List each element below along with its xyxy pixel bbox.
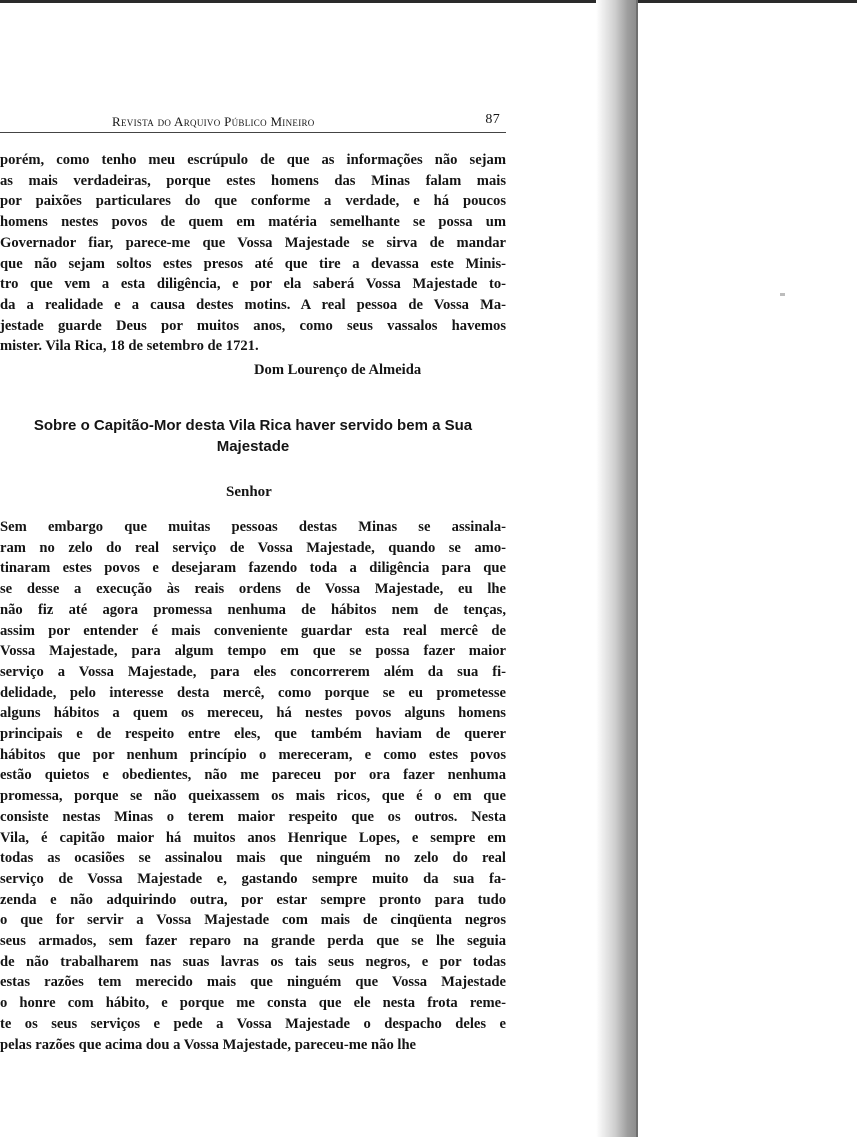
text-line: promessa, porque se não queixassem os mais ricos, que é o em que bbox=[0, 788, 506, 805]
text-line: Vossa Majestade, para algum tempo em que se possa fazer maior bbox=[0, 643, 506, 660]
text-line: principais e de respeito entre eles, que também haviam de querer bbox=[0, 726, 506, 743]
salutation: Senhor bbox=[226, 484, 272, 500]
text-line: todas as ocasiões se assinalou mais que ninguém no zelo do real bbox=[0, 850, 506, 867]
text-line: tinaram estes povos e desejaram fazendo toda a diligência para que bbox=[0, 560, 506, 577]
text-line: seus armados, sem fazer reparo na grande perda que se lhe seguia bbox=[0, 933, 506, 950]
text-line: alguns hábitos a quem os mereceu, há nestes povos alguns homens bbox=[0, 705, 506, 722]
text-line: o honre com hábito, e porque me consta que ele nesta frota reme- bbox=[0, 995, 506, 1012]
text-line: estão quietos e obedientes, não me pareceu por ora fazer nenhuma bbox=[0, 767, 506, 784]
text-line: as mais verdadeiras, porque estes homens das Minas falam mais bbox=[0, 172, 506, 189]
text-line: da a realidade e a causa destes motins. A real pessoa de Vossa Ma- bbox=[0, 296, 506, 313]
text-line: o que for servir a Vossa Majestade com mais de cinqüenta negros bbox=[0, 912, 506, 929]
page-gutter-line bbox=[636, 0, 638, 1137]
running-title: Revista do Arquivo Público Mineiro bbox=[112, 114, 315, 129]
page-number: 87 bbox=[485, 112, 500, 127]
text-line: de não trabalharem nas suas lavras os tais seus negros, e por todas bbox=[0, 953, 506, 970]
text-line: que não sejam soltos estes presos até que tire a devassa este Minis- bbox=[0, 255, 506, 272]
scan-speck bbox=[780, 293, 785, 296]
text-line: porém, como tenho meu escrúpulo de que as informações não sejam bbox=[0, 152, 506, 168]
section-title-line-2: Majestade bbox=[216, 438, 290, 455]
text-line: delidade, pelo interesse desta mercê, como porque se eu prometesse bbox=[0, 684, 506, 701]
text-line: hábitos que por nenhum princípio o mereceram, e como estes povos bbox=[0, 746, 506, 763]
text-line: assim por entender é mais conveniente guardar esta real mercê de bbox=[0, 622, 506, 639]
text-line: ram no zelo do real serviço de Vossa Majestade, quando se amo- bbox=[0, 539, 506, 556]
running-header bbox=[0, 112, 506, 134]
text-line: homens nestes povos de quem em matéria semelhante se possa um bbox=[0, 214, 506, 231]
text-line: não fiz até agora promessa nenhuma de hábitos nem de tenças, bbox=[0, 601, 506, 618]
text-line: Sem embargo que muitas pessoas destas Minas se assinala- bbox=[0, 519, 506, 535]
text-line: serviço de Vossa Majestade e, gastando sempre muito da sua fa- bbox=[0, 870, 506, 887]
text-line: zenda e não adquirindo outra, por estar sempre pronto para tudo bbox=[0, 891, 506, 908]
letter-2-paragraph bbox=[0, 517, 506, 1055]
text-line: Vila, é capitão maior há muitos anos Henrique Lopes, e sempre em bbox=[0, 829, 506, 846]
signature: Dom Lourenço de Almeida bbox=[254, 362, 422, 378]
text-line: pelas razões que acima dou a Vossa Majestade, pareceu-me não lhe bbox=[0, 1036, 417, 1053]
text-line: tro que vem a esta diligência, e por ela saberá Vossa Majestade to- bbox=[0, 276, 506, 293]
text-line: jestade guarde Deus por muitos anos, como seus vassalos havemos bbox=[0, 317, 506, 334]
letter-2-body bbox=[0, 517, 506, 1055]
text-line: estas razões tem merecido mais que ninguém que Vossa Majestade bbox=[0, 974, 506, 991]
header-rule bbox=[0, 132, 506, 133]
top-edge-rule bbox=[0, 0, 857, 3]
page-gutter-shadow bbox=[596, 0, 638, 1137]
text-line: mister. Vila Rica, 18 de setembro de 1721. bbox=[0, 338, 259, 355]
section-title-line-1: Sobre o Capitão-Mor desta Vila Rica haver servido bem a Sua bbox=[33, 417, 473, 434]
text-line: consiste nestas Minas o terem maior respeito que os outros. Nesta bbox=[0, 808, 506, 825]
letter-1-paragraph bbox=[0, 150, 506, 357]
text-line: se desse a execução às reais ordens de Vossa Majestade, eu lhe bbox=[0, 581, 506, 598]
text-line: por paixões particulares do que conforme a verdade, e há poucos bbox=[0, 193, 506, 210]
text-line: Governador fiar, parece-me que Vossa Majestade se sirva de mandar bbox=[0, 234, 506, 251]
text-line: te os seus serviços e pede a Vossa Majestade o despacho deles e bbox=[0, 1015, 506, 1032]
section-title bbox=[0, 415, 506, 457]
letter-1-body bbox=[0, 150, 506, 357]
text-line: serviço a Vossa Majestade, para eles concorrerem além da sua fi- bbox=[0, 663, 506, 680]
